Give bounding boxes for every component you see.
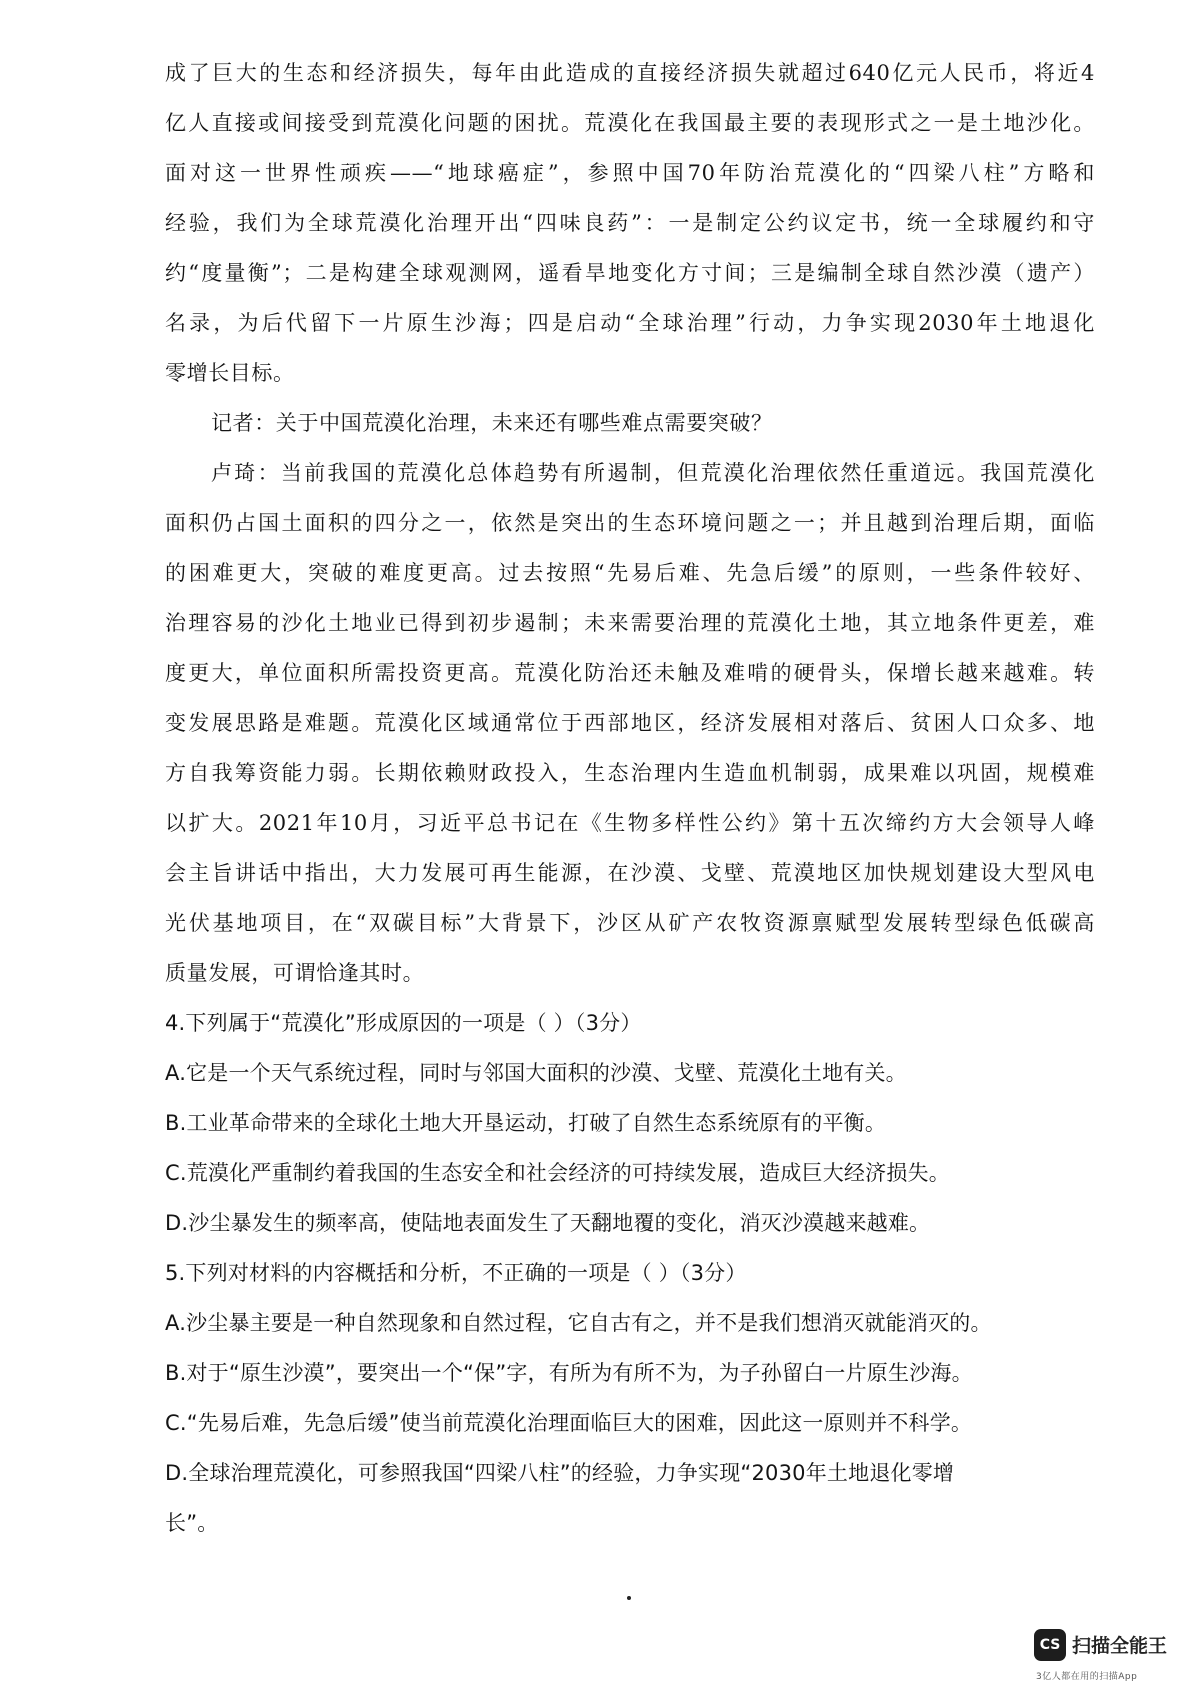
watermark-subtitle: 3亿人都在用的扫描App	[1036, 1672, 1138, 1682]
passage-line-6: 名录，为后代留下一片原生沙海；四是启动“全球治理”行动，力争实现2030年土地退化	[165, 311, 1095, 335]
interview-question: 记者：关于中国荒漠化治理，未来还有哪些难点需要突破？	[211, 411, 773, 435]
answer-line-11: 质量发展，可谓恰逢其时。	[165, 961, 425, 985]
q5-option-a: A.沙尘暴主要是一种自然现象和自然过程，它自古有之，并不是我们想消灭就能消灭的。	[165, 1311, 992, 1335]
q4-stem: 4.下列属于“荒漠化”形成原因的一项是（ ）（3分）	[165, 1011, 642, 1035]
passage-line-2: 亿人直接或间接受到荒漠化问题的困扰。荒漠化在我国最主要的表现形式之一是土地沙化。	[165, 111, 1095, 135]
passage-line-4: 经验，我们为全球荒漠化治理开出“四味良药”：一是制定公约议定书，统一全球履约和守	[165, 211, 1095, 235]
scan-speck	[627, 1596, 631, 1600]
q4-option-d: D.沙尘暴发生的频率高，使陆地表面发生了天翻地覆的变化，消灭沙漠越来越难。	[165, 1211, 931, 1235]
scanner-watermark	[1034, 1629, 1184, 1689]
passage-line-5: 约“度量衡”；二是构建全球观测网，遥看旱地变化方寸间；三是编制全球自然沙漠（遗产）	[165, 261, 1095, 285]
q4-option-b: B.工业革命带来的全球化土地大开垦运动，打破了自然生态系统原有的平衡。	[165, 1111, 887, 1135]
q5-option-d-line-2: 长”。	[165, 1511, 219, 1535]
q4-option-c: C.荒漠化严重制约着我国的生态安全和社会经济的可持续发展，造成巨大经济损失。	[165, 1161, 950, 1185]
q4-option-a: A.它是一个天气系统过程，同时与邻国大面积的沙漠、戈壁、荒漠化土地有关。	[165, 1061, 907, 1085]
answer-line-1: 卢琦：当前我国的荒漠化总体趋势有所遏制，但荒漠化治理依然任重道远。我国荒漠化	[211, 461, 1095, 485]
passage-line-1: 成了巨大的生态和经济损失，每年由此造成的直接经济损失就超过640亿元人民币，将近4	[165, 61, 1095, 85]
answer-line-8: 以扩大。2021年10月，习近平总书记在《生物多样性公约》第十五次缔约方大会领导人峰	[165, 811, 1095, 835]
answer-line-4: 治理容易的沙化土地业已得到初步遏制；未来需要治理的荒漠化土地，其立地条件更差，难	[165, 611, 1095, 635]
q5-stem: 5.下列对材料的内容概括和分析，不正确的一项是（ ）（3分）	[165, 1261, 747, 1285]
answer-line-5: 度更大，单位面积所需投资更高。荒漠化防治还未触及难啃的硬骨头，保增长越来越难。转	[165, 661, 1095, 685]
camscanner-logo-icon: CS	[1034, 1629, 1066, 1661]
answer-line-9: 会主旨讲话中指出，大力发展可再生能源，在沙漠、戈壁、荒漠地区加快规划建设大型风电	[165, 861, 1095, 885]
passage-line-3: 面对这一世界性顽疾——“地球癌症”，参照中国70年防治荒漠化的“四梁八柱”方略和	[165, 161, 1095, 185]
document-body	[165, 48, 1095, 1548]
answer-line-10: 光伏基地项目，在“双碳目标”大背景下，沙区从矿产农牧资源禀赋型发展转型绿色低碳高	[165, 911, 1095, 935]
answer-line-2: 面积仍占国土面积的四分之一，依然是突出的生态环境问题之一；并且越到治理后期，面临	[165, 511, 1095, 535]
answer-line-7: 方自我筹资能力弱。长期依赖财政投入，生态治理内生造血机制弱，成果难以巩固，规模难	[165, 761, 1095, 785]
answer-line-3: 的困难更大，突破的难度更高。过去按照“先易后难、先急后缓”的原则，一些条件较好、	[165, 561, 1095, 585]
watermark-title: 扫描全能王	[1072, 1635, 1168, 1657]
passage-line-7: 零增长目标。	[165, 361, 295, 385]
answer-line-6: 变发展思路是难题。荒漠化区域通常位于西部地区，经济发展相对落后、贫困人口众多、地	[165, 711, 1095, 735]
q5-option-c: C.“先易后难，先急后缓”使当前荒漠化治理面临巨大的困难，因此这一原则并不科学。	[165, 1411, 973, 1435]
q5-option-b: B.对于“原生沙漠”，要突出一个“保”字，有所为有所不为，为子孙留白一片原生沙海。	[165, 1361, 973, 1385]
q5-option-d-line-1: D.全球治理荒漠化，可参照我国“四梁八柱”的经验，力争实现“2030年土地退化零增	[165, 1461, 955, 1485]
